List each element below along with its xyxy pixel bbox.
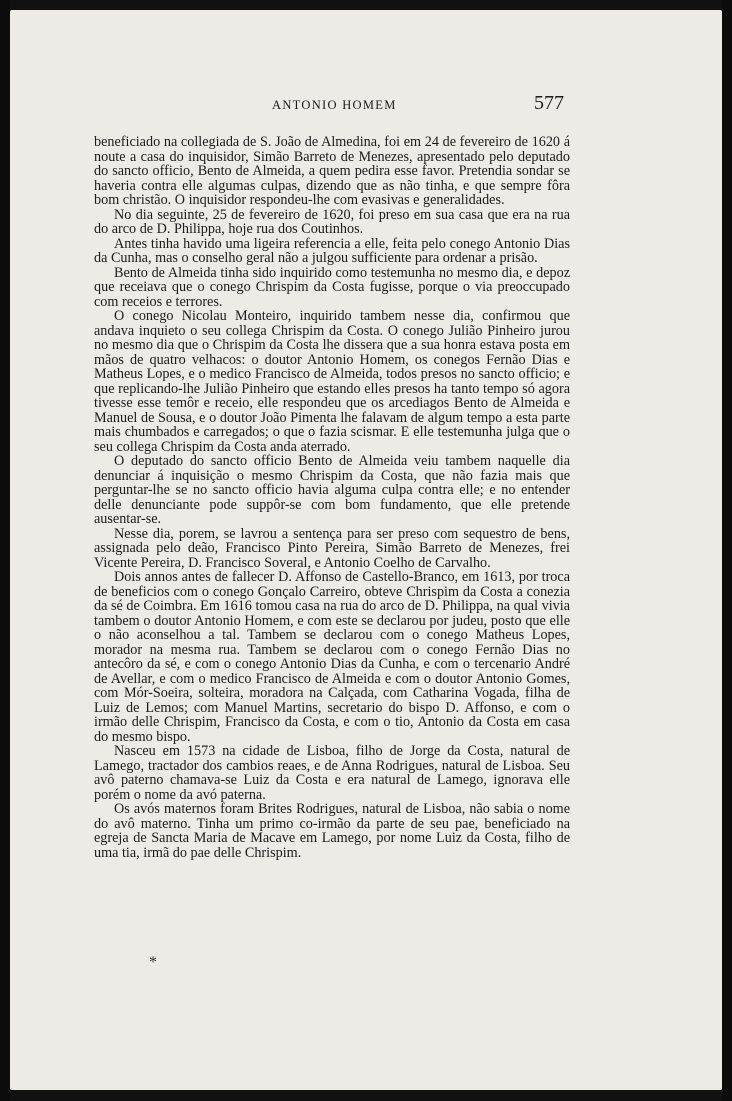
paragraph: Dois annos antes de fallecer D. Affonso de Castello-Branco, em 1613, por troca de beneficios com o conego Gonçalo Carreiro, obteve Chrispim da Costa a conezia da sé de Coimbra. Em 1616 tomou casa na rua do arco de D. Philippa, na qual vivia tambem o doutor Antonio Homem, e com este se declarou por judeu, posto que elle o não aconselhou a tal. Tambem se declarou com o conego Matheus Lopes, morador na mesma rua. Tambem se declarou com o conego Fernão Dias no antecôro da sé, e com o conego Antonio Dias da Cunha, e com o tercenario André de Avellar, e com o medico Francisco de Almeida e com o doutor Antonio Gomes, com Mór-Soeira, solteira, moradora na Calçada, com Catharina Vogada, filha de Luiz de Lemos; com Manuel Martins, secretario do bispo D. Affonso, e com o irmão delle Chrispim, Francisco da Costa, e com o tio, Antonio da Costa em casa do mesmo bispo. [94, 569, 570, 745]
paragraph: Antes tinha havido uma ligeira referencia a elle, feita pelo conego Antonio Dias da Cunha, mas o conselho geral não a julgou sufficiente para ordenar a prisão. [94, 235, 570, 266]
page-header [10, 92, 722, 116]
running-title: ANTONIO HOMEM [272, 98, 397, 112]
paragraph: Os avós maternos foram Brites Rodrigues, natural de Lisboa, não sabia o nome do avô materno. Tinha um primo co-irmão da parte de seu pae, beneficiado na egreja de Sancta Maria de Macave em Lamego, por nome Luiz da Costa, filho de uma tia, irmã do pae delle Chrispim. [94, 801, 570, 861]
paragraph: Bento de Almeida tinha sido inquirido como testemunha no mesmo dia, e depoz que receiava que o conego Chrispim da Costa fugisse, porque o via preoccupado com receios e terrores. [94, 264, 570, 310]
page-number: 577 [534, 92, 564, 114]
book-page [10, 10, 722, 1090]
paragraph: O conego Nicolau Monteiro, inquirido tambem nesse dia, confirmou que andava inquieto o seu collega Chrispim da Costa. O conego Julião Pinheiro jurou no mesmo dia que o Chrispim da Costa lhe dissera que a sua honra estava posta em mãos de quatro velhacos: o doutor Antonio Homem, os conegos Fernão Dias e Matheus Lopes, e o medico Francisco de Almeida, todos presos no sancto officio; e que replicando-lhe Julião Pinheiro que estando elles presos ha tanto tempo só agora tivesse esse temôr e receio, elle respondeu que os arcediagos Bento de Almeida e Manuel de Sousa, e o doutor João Pimenta lhe falavam de algum tempo a esta parte mais chumbados e carregados; o que o fazia scismar. E elle testemunha julga que o seu collega Chrispim da Costa anda aterrado. [94, 308, 570, 455]
paragraph: No dia seguinte, 25 de fevereiro de 1620, foi preso em sua casa que era na rua do arco de D. Philippa, hoje rua dos Coutinhos. [94, 206, 570, 237]
body-text [94, 135, 570, 860]
paragraph: Nasceu em 1573 na cidade de Lisboa, filho de Jorge da Costa, natural de Lamego, tractador dos cambios reaes, e de Anna Rodrigues, natural de Lisboa. Seu avô paterno chamava-se Luiz da Costa e era natural de Lamego, ignorava elle porém o nome da avó paterna. [94, 743, 570, 803]
scan-border-right [722, 0, 732, 1101]
scan-border-left [0, 0, 10, 1101]
paragraph: O deputado do sancto officio Bento de Almeida veiu tambem naquelle dia denunciar á inquisição o mesmo Chrispim da Costa, que não fazia mais que perguntar-lhe se no sancto officio havia alguma culpa contra elle; e no entender delle denunciante pode suppôr-se com bom fundamento, que elle pretende ausentar-se. [94, 453, 570, 527]
footer-asterisk: * [149, 954, 157, 971]
paragraph: Nesse dia, porem, se lavrou a sentença para ser preso com sequestro de bens, assignada pelo deão, Francisco Pinto Pereira, Simão Barreto de Menezes, frei Vicente Pereira, D. Francisco Soveral, e Antonio Coelho de Carvalho. [94, 525, 570, 571]
paragraph: beneficiado na collegiada de S. João de Almedina, foi em 24 de fevereiro de 1620 á noute a casa do inquisidor, Simão Barreto de Menezes, apresentado pelo deputado do sancto officio, Bento de Almeida, a quem pedira esse favor. Pretendia sondar se haveria contra elle algumas culpas, dizendo que as não tinha, e que sempre fôra bom christão. O inquisidor respondeu-lhe com evasivas e generalidades. [94, 134, 570, 208]
